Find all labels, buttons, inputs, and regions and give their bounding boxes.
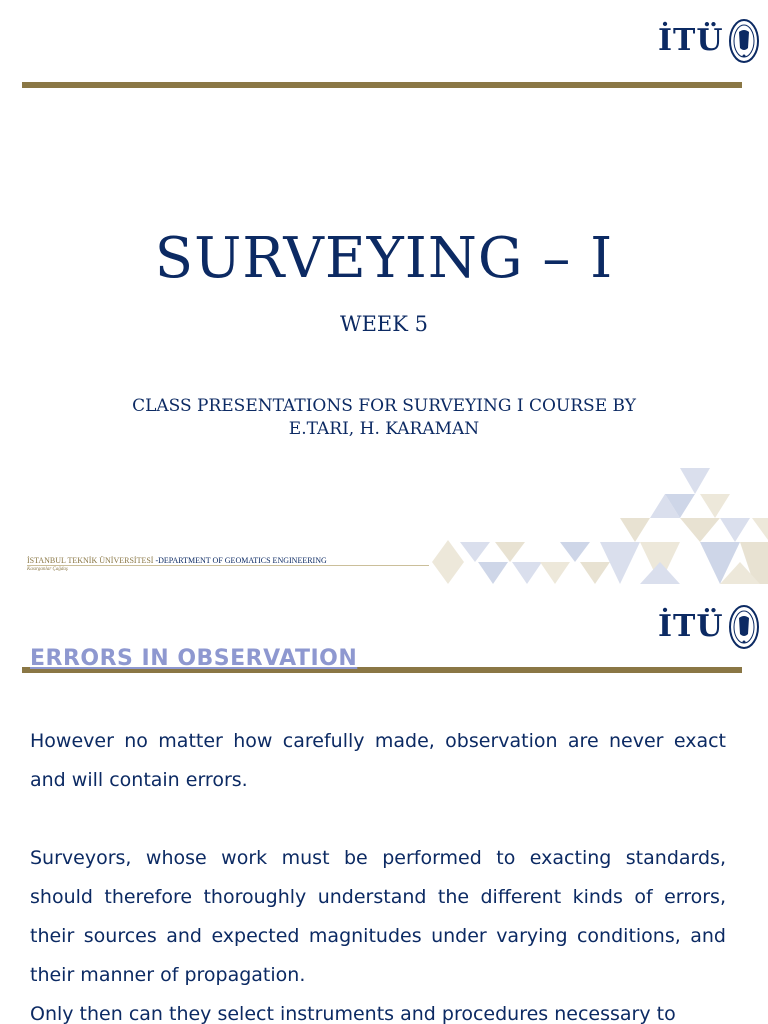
itu-logo-text: İTÜ [658, 609, 724, 644]
itu-logo [658, 604, 760, 650]
footer-department: -DEPARTMENT OF GEOMATICS ENGINEERING [155, 556, 327, 565]
section-heading: ERRORS IN OBSERVATION [30, 646, 358, 671]
content-slide [0, 590, 768, 1024]
footer-university [27, 556, 327, 565]
university-seal-icon [728, 604, 760, 650]
footer-university-name: İSTANBUL TEKNİK ÜNİVERSİTESİ [27, 556, 154, 565]
paragraph-1: However no matter how carefully made, observation are never exact and will contain errors. [30, 730, 726, 791]
paragraph-3: Only then can they select instruments and procedures necessary to [30, 1003, 676, 1024]
byline-line-1: CLASS PRESENTATIONS FOR SURVEYING I COURSE BY [132, 396, 636, 416]
itu-logo-text: İTÜ [658, 23, 724, 58]
footer-divider [27, 565, 429, 566]
week-label: WEEK 5 [340, 312, 428, 336]
byline-line-2: E.TARI, H. KARAMAN [288, 419, 480, 439]
footer-subtext: Kasırganlar Çağdaş [27, 567, 68, 572]
presentation-title: SURVEYING – I [154, 226, 614, 291]
paragraph-2: Surveyors, whose work must be performed to exacting standards, should therefore thoroughly understand the different kinds of errors, their sources and expected magnitudes under varying conditions, and their manner of propagation. [30, 847, 726, 986]
